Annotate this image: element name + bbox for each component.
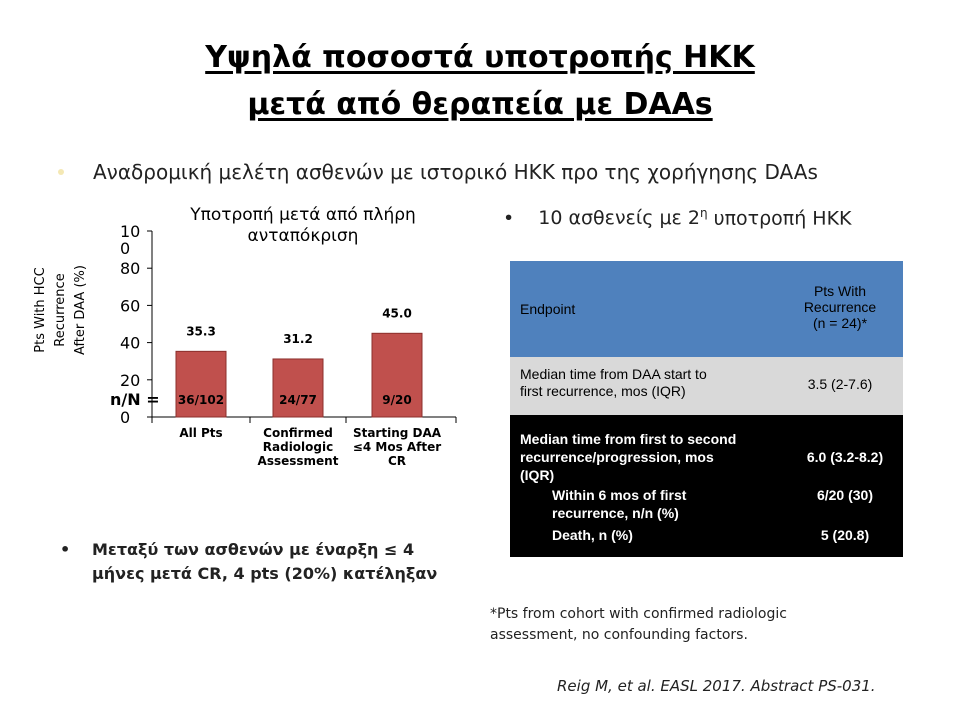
bar-value-label: 45.0 (382, 306, 412, 321)
n-over-N-title: n/N = (110, 390, 160, 409)
header-col-line: Recurrence (803, 299, 877, 315)
footnote-line: *Pts from cohort with confirmed radiologic (490, 606, 787, 622)
n-over-N-label: 9/20 (382, 393, 412, 407)
right-bullet (503, 206, 852, 229)
main-bullet (58, 160, 818, 184)
row-label: Death, n (%) (552, 527, 633, 543)
x-category-label: ≤4 Mos After (352, 440, 442, 454)
title-line-1: Υψηλά ποσοστά υποτροπής ΗΚΚ (205, 40, 755, 75)
row-label-line: Median time from first to second (520, 431, 737, 447)
right-bullet-text-end: υποτροπή ΗΚΚ (707, 207, 852, 230)
table-row (510, 415, 903, 557)
chart-title: Υποτροπή μετά από πλήρη (190, 205, 416, 225)
row-value: 5 (20.8) (820, 527, 870, 543)
right-bullet-sup: η (699, 206, 708, 220)
title-line-2: μετά από θεραπεία με DAAs (247, 87, 713, 122)
x-category-label: CR (387, 454, 407, 468)
row-value: 3.5 (2-7.6) (807, 376, 873, 392)
y-tick-label: 20 (120, 370, 141, 390)
row-value: 6/20 (30) (816, 487, 874, 503)
y-tick-label: 80 (120, 259, 141, 279)
y-axis-label: After DAA (%) (73, 265, 88, 355)
table-header-row (510, 261, 903, 357)
x-category-label: Radiologic (262, 440, 334, 454)
y-tick-label: 60 (120, 296, 141, 316)
y-tick-label: 40 (120, 333, 141, 353)
row-label-line: recurrence, n/n (%) (552, 505, 679, 521)
n-over-N-label: 24/77 (279, 393, 317, 407)
y-tick-label: 0 (120, 408, 131, 427)
header-col-line: Pts With (813, 283, 867, 299)
main-bullet-text: Αναδρομική μελέτη ασθενών με ιστορικό ΗΚΚ προ της χορήγησης DAAs (93, 160, 818, 184)
row-label (520, 430, 736, 484)
bottom-left-bullet (60, 538, 460, 586)
footnote-line: assessment, no confounding factors. (490, 627, 748, 643)
bullet-symbol: • (60, 540, 71, 559)
y-tick-label: 0 (120, 239, 131, 258)
bar-value-label: 35.3 (186, 324, 216, 339)
header-endpoint: Endpoint (520, 301, 576, 317)
x-category-label: Assessment (257, 454, 339, 468)
row-label-line: (IQR) (520, 467, 555, 483)
x-category-label: Starting DAA (352, 426, 442, 440)
y-axis-label: Recurrence (53, 273, 68, 347)
y-axis-label: Pts With HCC (33, 267, 48, 353)
row-label-line: first recurrence, mos (IQR) (520, 383, 686, 399)
bar-chart (0, 190, 470, 490)
header-col (785, 283, 895, 331)
x-category-label: All Pts (179, 426, 223, 440)
x-category-label: Confirmed (263, 426, 333, 440)
bullet-symbol: • (503, 207, 515, 230)
results-table (510, 261, 903, 557)
row-label (520, 366, 707, 400)
bullet-dot-icon (58, 169, 64, 175)
header-col-line: (n = 24)* (812, 315, 868, 331)
citation: Reig M, et al. EASL 2017. Abstract PS-031. (557, 677, 876, 695)
chart-title: ανταπόκριση (247, 226, 359, 246)
y-tick-label: 10 (120, 222, 141, 241)
bar (176, 351, 226, 417)
bar-value-label: 31.2 (283, 331, 313, 346)
row-label-line: recurrence/progression, mos (520, 449, 714, 465)
slide-title (0, 34, 960, 128)
footnote (490, 604, 870, 646)
row-label (552, 486, 686, 522)
right-bullet-text: 10 ασθενείς με 2 (538, 207, 700, 230)
row-label-line: Within 6 mos of first (552, 487, 687, 503)
bar (273, 359, 323, 417)
table-row (510, 357, 903, 415)
row-value: 6.0 (3.2-8.2) (806, 449, 884, 465)
bottom-left-bullet-text: Μεταξύ των ασθενών με έναρξη ≤ 4 μήνες μετά CR, 4 pts (20%) κατέληξαν (92, 540, 438, 583)
row-label-line: Median time from DAA start to (520, 366, 707, 382)
n-over-N-label: 36/102 (177, 393, 225, 407)
